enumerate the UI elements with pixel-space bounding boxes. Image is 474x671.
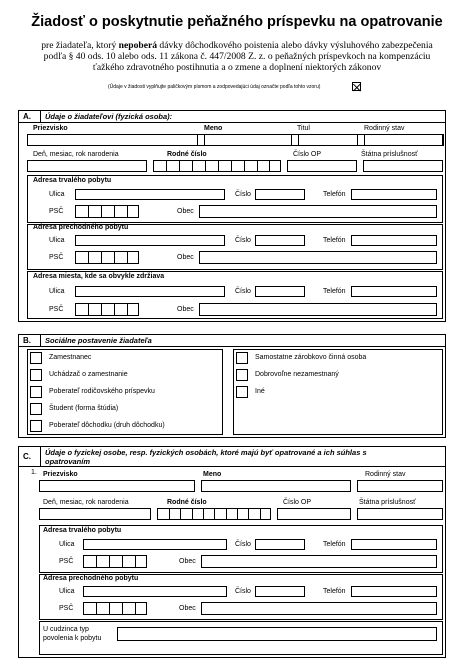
- label-datum-narodenia: Deň, mesiac, rok narodenia: [33, 151, 119, 158]
- label-obec: Obec: [179, 558, 196, 565]
- label-rodinny-stav: Rodinný stav: [364, 125, 405, 132]
- form-title: Žiadosť o poskytnutie peňažného príspevku na opatrovanie: [31, 14, 443, 30]
- checkbox-szco[interactable]: [236, 352, 248, 364]
- option-zamestnanec: Zamestnanec: [49, 354, 92, 361]
- zdrziava-obec-input[interactable]: [199, 303, 437, 316]
- option-uchadzac: Uchádzač o zamestnanie: [49, 371, 128, 378]
- label-adresa-trvaleho: Adresa trvalého pobytu: [33, 177, 112, 184]
- label-statna-prislusnost: Štátna príslušnosť: [361, 151, 418, 158]
- prechodny-psc-input[interactable]: [75, 251, 139, 264]
- prechodny-telefon-input[interactable]: [351, 235, 437, 246]
- label-psc: PSČ: [49, 208, 64, 215]
- option-szco: Samostatne zárobkovo činná osoba: [255, 354, 367, 361]
- label-psc: PSČ: [49, 254, 64, 261]
- label-cislo-op: Číslo OP: [293, 151, 322, 158]
- label-cislo: Číslo: [235, 237, 251, 244]
- label-obec: Obec: [179, 605, 196, 612]
- zdrziava-telefon-input[interactable]: [351, 286, 437, 297]
- label-cislo: Číslo: [235, 191, 251, 198]
- form-subtitle-line3: ťažkého zdravotného postihnutia a o zmene a doplnení niektorých zákonov: [92, 62, 382, 73]
- prechodny-obec-input[interactable]: [199, 251, 437, 264]
- fill-instruction: (Údaje v žiadosti vyplňujte paličkovým písmom a zodpovedajúci údaj označte podľa tohto vzoru): [108, 84, 321, 90]
- label-cislo: Číslo: [235, 288, 251, 295]
- c-cislo-op-input[interactable]: [277, 508, 351, 520]
- section-a: [18, 110, 446, 322]
- label-rodne-cislo: Rodné číslo: [167, 499, 207, 506]
- prechodny-ulica-input[interactable]: [75, 235, 225, 246]
- label-priezvisko: Priezvisko: [33, 125, 68, 132]
- statna-prislusnost-input[interactable]: [363, 160, 443, 172]
- rodinny-stav-input[interactable]: [364, 134, 444, 146]
- checkbox-ine[interactable]: [236, 386, 248, 398]
- sample-cross-mark-icon: [352, 82, 361, 91]
- label-adresa-prechodneho: Adresa prechodného pobytu: [43, 575, 139, 582]
- label-cislo: Číslo: [235, 588, 251, 595]
- c-prechodny-cislo-input[interactable]: [255, 586, 305, 597]
- label-obec: Obec: [177, 208, 194, 215]
- c-priezvisko-input[interactable]: [39, 480, 195, 492]
- c-trvaly-psc-input[interactable]: [83, 555, 147, 568]
- section-a-header: [19, 111, 445, 123]
- form-subtitle-line1: pre žiadateľa, ktorý nepoberá dávky dôchodkového poistenia alebo dávky výsluhového zabezpečenia: [41, 40, 433, 51]
- trvaly-ulica-input[interactable]: [75, 189, 225, 200]
- label-ulica: Ulica: [59, 541, 75, 548]
- checkbox-uchadzac[interactable]: [30, 369, 42, 381]
- label-statna-prislusnost: Štátna príslušnosť: [359, 499, 416, 506]
- c-trvaly-cislo-input[interactable]: [255, 539, 305, 550]
- section-c-letter: C.: [19, 447, 41, 467]
- label-datum-narodenia: Deň, mesiac, rok narodenia: [43, 499, 129, 506]
- c-trvaly-ulica-input[interactable]: [83, 539, 227, 550]
- label-cudzinca-typ: U cudzinca typ povolenia k pobytu: [43, 626, 102, 642]
- option-dobrovolne-nezamestnany: Dobrovoľne nezamestnaný: [255, 371, 339, 378]
- c-datum-narodenia-input[interactable]: [39, 508, 151, 520]
- meno-input[interactable]: [204, 134, 292, 146]
- label-ulica: Ulica: [49, 237, 65, 244]
- trvaly-telefon-input[interactable]: [351, 189, 437, 200]
- c-rodne-cislo-input[interactable]: [157, 508, 271, 520]
- trvaly-psc-input[interactable]: [75, 205, 139, 218]
- label-titul: Titul: [297, 125, 310, 132]
- label-adresa-zdrziava: Adresa miesta, kde sa obvykle zdržiava: [33, 273, 165, 280]
- label-cislo-op: Číslo OP: [283, 499, 312, 506]
- c-trvaly-obec-input[interactable]: [201, 555, 437, 568]
- option-student: Študent (forma štúdia): [49, 405, 119, 412]
- label-ulica: Ulica: [49, 191, 65, 198]
- label-obec: Obec: [177, 306, 194, 313]
- person-number: 1.: [31, 469, 37, 476]
- form-subtitle-line2: podľa § 40 ods. 10 alebo ods. 11 zákona č. 447/2008 Z. z. o peňažných príspevkoch na kompenzáciu: [43, 51, 431, 62]
- row-name-fields: [27, 134, 443, 146]
- c-trvaly-telefon-input[interactable]: [351, 539, 437, 550]
- option-rodicovsky-prispevok: Poberateľ rodičovského príspevku: [49, 388, 155, 395]
- label-rodinny-stav: Rodinný stav: [365, 471, 406, 478]
- label-telefon: Telefón: [323, 237, 346, 244]
- label-obec: Obec: [177, 254, 194, 261]
- checkbox-dobrovolne-nezamestnany[interactable]: [236, 369, 248, 381]
- option-dochodok: Poberateľ dôchodku (druh dôchodku): [49, 422, 165, 429]
- section-c: [18, 446, 446, 658]
- rodne-cislo-input[interactable]: [153, 160, 281, 172]
- label-psc: PSČ: [49, 306, 64, 313]
- label-psc: PSČ: [59, 558, 74, 565]
- section-b-header: [19, 335, 445, 347]
- label-ulica: Ulica: [49, 288, 65, 295]
- cislo-op-input[interactable]: [287, 160, 357, 172]
- label-telefon: Telefón: [323, 541, 346, 548]
- label-telefon: Telefón: [323, 288, 346, 295]
- section-b-letter: B.: [19, 335, 41, 347]
- checkbox-zamestnanec[interactable]: [30, 352, 42, 364]
- label-telefon: Telefón: [323, 191, 346, 198]
- zdrziava-cislo-input[interactable]: [255, 286, 305, 297]
- label-cislo: Číslo: [235, 541, 251, 548]
- section-c-header: [19, 447, 445, 467]
- label-meno: Meno: [204, 125, 223, 132]
- c-rodinny-stav-input[interactable]: [357, 480, 443, 492]
- c-prechodny-ulica-input[interactable]: [83, 586, 227, 597]
- label-meno: Meno: [203, 471, 222, 478]
- label-adresa-prechodneho: Adresa prechodného pobytu: [33, 224, 129, 231]
- option-ine: Iné: [255, 388, 265, 395]
- titul-input[interactable]: [298, 134, 358, 146]
- checkbox-dochodok[interactable]: [30, 420, 42, 432]
- c-statna-prislusnost-input[interactable]: [357, 508, 443, 520]
- trvaly-cislo-input[interactable]: [255, 189, 305, 200]
- section-c-title: Údaje o fyzickej osobe, resp. fyzických osobách, ktoré majú byť opatrované a ich súhlas s opatrovaním: [45, 448, 367, 466]
- trvaly-obec-input[interactable]: [199, 205, 437, 218]
- c-meno-input[interactable]: [201, 480, 351, 492]
- section-a-title: Údaje o žiadateľovi (fyzická osoba):: [45, 112, 173, 121]
- label-adresa-trvaleho: Adresa trvalého pobytu: [43, 527, 122, 534]
- section-a-letter: A.: [19, 111, 41, 123]
- section-b-title: Sociálne postavenie žiadateľa: [45, 336, 152, 345]
- section-b: [18, 334, 446, 438]
- checkbox-rodicovsky-prispevok[interactable]: [30, 386, 42, 398]
- priezvisko-input[interactable]: [27, 134, 198, 146]
- label-rodne-cislo: Rodné číslo: [167, 151, 207, 158]
- prechodny-cislo-input[interactable]: [255, 235, 305, 246]
- c-cudzinca-typ-input[interactable]: [117, 627, 437, 641]
- zdrziava-ulica-input[interactable]: [75, 286, 225, 297]
- label-telefon: Telefón: [323, 588, 346, 595]
- datum-narodenia-input[interactable]: [27, 160, 147, 172]
- c-prechodny-obec-input[interactable]: [201, 602, 437, 615]
- label-ulica: Ulica: [59, 588, 75, 595]
- c-prechodny-psc-input[interactable]: [83, 602, 147, 615]
- checkbox-student[interactable]: [30, 403, 42, 415]
- label-psc: PSČ: [59, 605, 74, 612]
- zdrziava-psc-input[interactable]: [75, 303, 139, 316]
- c-prechodny-telefon-input[interactable]: [351, 586, 437, 597]
- label-priezvisko: Priezvisko: [43, 471, 78, 478]
